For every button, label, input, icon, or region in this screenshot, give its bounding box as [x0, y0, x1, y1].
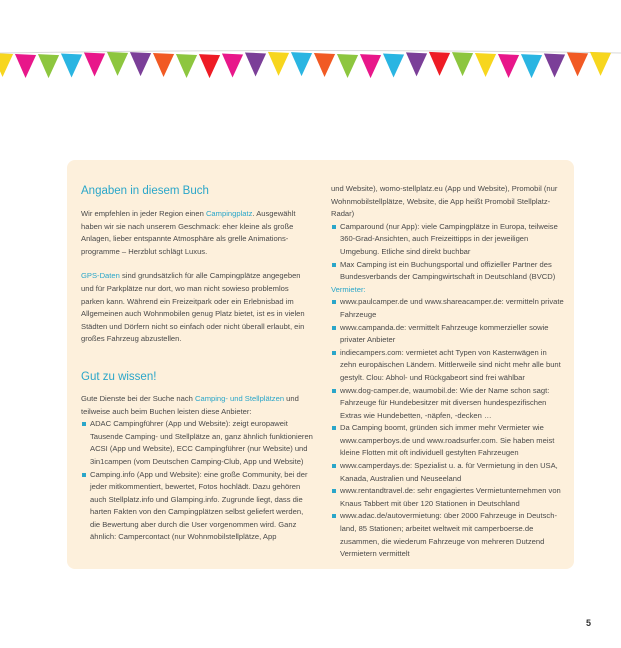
bunting-flag [429, 52, 450, 76]
list-item: www.campanda.de: vermittelt Fahrzeuge kommerzieller sowie privater Anbieter [331, 322, 564, 347]
bunting-flag [383, 53, 404, 77]
list-item: www.paulcamper.de und www.shareacamper.de: vermitteln private Fahrzeuge [331, 296, 564, 321]
heading-angaben: Angaben in diesem Buch [81, 185, 209, 197]
bunting-flag [0, 53, 13, 77]
vermieter-list [331, 296, 564, 560]
right-column [331, 183, 564, 561]
bunting-flag [268, 52, 289, 76]
bunting-string [0, 51, 621, 54]
bunting-flag [521, 54, 542, 78]
list-item: ADAC Campingführer (App und Website): zeigt europaweit Tausende Camping- und Stellplätze an, ganz ähnlich funktionieren ACSI (App und Website), ECC Campingführer (nur Website) und 3in1campen (vom Deutschen Camping-Club, App und Website) [81, 418, 313, 468]
info-box [67, 160, 574, 569]
list-item: Max Camping ist ein Buchungsportal und offizieller Partner des Bundesverbands der Campingwirtschaft in Deutschland (BVCD) [331, 259, 564, 284]
bunting-flag [337, 54, 358, 78]
bunting-flag [176, 54, 197, 78]
list-item: www.adac.de/autovermietung: über 2000 Fahrzeuge in Deutschland, 85 Stationen; arbeitet weltweit mit camperboerse.de zusammen, die wiederum Fahrzeuge von mehreren Dutzend Vermietern vermittelt [331, 510, 564, 560]
bunting-flag [107, 52, 128, 76]
list-item: Camping.info (App und Website): eine große Community, bei der jeder mitkommentiert, bewertet, Fotos hochlädt. Dazu gehören auch Stellplatz.info und Glamping.info. Zugrunde liegt, dass die harten Fakten von den Campingplätzen selbst geliefert werden, die Bewertung aber durch die User vorgenommen wird. Ganz ähnlich: Campercontact (nur Wohnmobilstellplätze, App [81, 469, 313, 545]
bunting-flag [222, 53, 243, 77]
bunting-flag [38, 54, 59, 78]
bunting-flag [61, 54, 82, 78]
bunting-garland [0, 44, 621, 88]
link-gps-daten[interactable]: GPS-Daten [81, 271, 120, 281]
bunting-flag [590, 52, 611, 76]
page-number: 5 [586, 618, 592, 628]
heading-gut-zu-wissen: Gut zu wissen! [81, 370, 157, 383]
bunting-flag [498, 54, 519, 78]
bunting-flag [245, 52, 266, 76]
paragraph-campingplatz: Wir empfehlen in jeder Region einen Campingplatz. Ausgewählt haben wir sie nach unserem Geschmack: eher kleine als große Anlagen, lieber entspannte Atmosphäre als grelle Animationsprogramme – Herzblut schlägt Luxus. [81, 209, 296, 256]
bunting-flag [130, 52, 151, 76]
list-item: www.dog-camper.de, waumobil.de: Wie der Name schon sagt: Fahrzeuge für Hundebesitzer mit diversen hundespezifischen Extras wie Hundebetten, -näpfen, -decken … [331, 385, 564, 423]
bunting-flag [567, 52, 588, 76]
link-campingplatz[interactable]: Campingplatz [205, 209, 253, 218]
paragraph-continuation: und Website), womo-stellplatz.eu (App und Website), Promobil (nur Wohnmobilstellplätze, Website, die App heißt Promobil Stellplatz-Radar) [331, 184, 558, 219]
list-item: Camparound (nur App): viele Campingplätze in Europa, teilweise 360-Grad-Ansichten, auch Freizeittipps in der jeweiligen Umgebung. Etliche sind direkt buchbar [331, 221, 564, 259]
label-vermieter: Vermieter: [331, 284, 366, 294]
bunting-flag [406, 52, 427, 76]
list-item: indiecampers.com: vermietet acht Typen von Kastenwägen in zehn europäischen Ländern. Mittlerweile sind nicht mehr alle bunt gestylt. Clou: Abhol- und Rückgabeort sind frei wählbar [331, 347, 564, 385]
bunting-flag [84, 52, 105, 76]
left-column [81, 160, 313, 544]
list-item: www.camperdays.de: Spezialist u. a. für Vermietung in den USA, Kanada, Australien und Neuseeland [331, 460, 564, 485]
bunting-flag [475, 53, 496, 77]
bunting-flag [314, 53, 335, 77]
bunting-flag [452, 52, 473, 76]
bunting-flag [360, 54, 381, 78]
paragraph-anbieter: Gute Dienste bei der Suche nach Camping- und Stellplätzen und teilweise auch beim Buchen leisten diese Anbieter: [81, 393, 299, 416]
bunting-flag [291, 52, 312, 76]
anbieter-list [81, 418, 313, 544]
bunting-flag [15, 54, 36, 78]
link-camping-stellplaetze[interactable]: Camping- und Stellplätzen [194, 393, 285, 403]
anbieter-list-continued [331, 221, 564, 284]
list-item: Da Camping boomt, gründen sich immer mehr Vermieter wie www.camperboys.de und www.roadsurfer.com. Sie haben meist kleine Flotten mit oft individuell gestylten Fahrzeugen [331, 422, 564, 460]
paragraph-gps: GPS-Daten sind grundsätzlich für alle Campingplätze angegeben und für Parkplätze nur dort, wo man nicht sowieso problemlos parken kann. Während ein Freizeitpark oder ein Erlebnisbad im Allgemeinen auch Wohnmobilen genug Platz bietet, ist es in vielen Städten und Dörfern nicht so einfach oder nicht überall erlaubt, ein großes Fahrzeug abzustellen. [81, 271, 305, 344]
list-item: www.rentandtravel.de: sehr engagiertes Vermietunternehmen von Knaus Tabbert mit über 120 Stationen in Deutschland [331, 485, 564, 510]
bunting-flag [199, 54, 220, 78]
bunting-flag [153, 53, 174, 77]
bunting-flag [544, 53, 565, 77]
